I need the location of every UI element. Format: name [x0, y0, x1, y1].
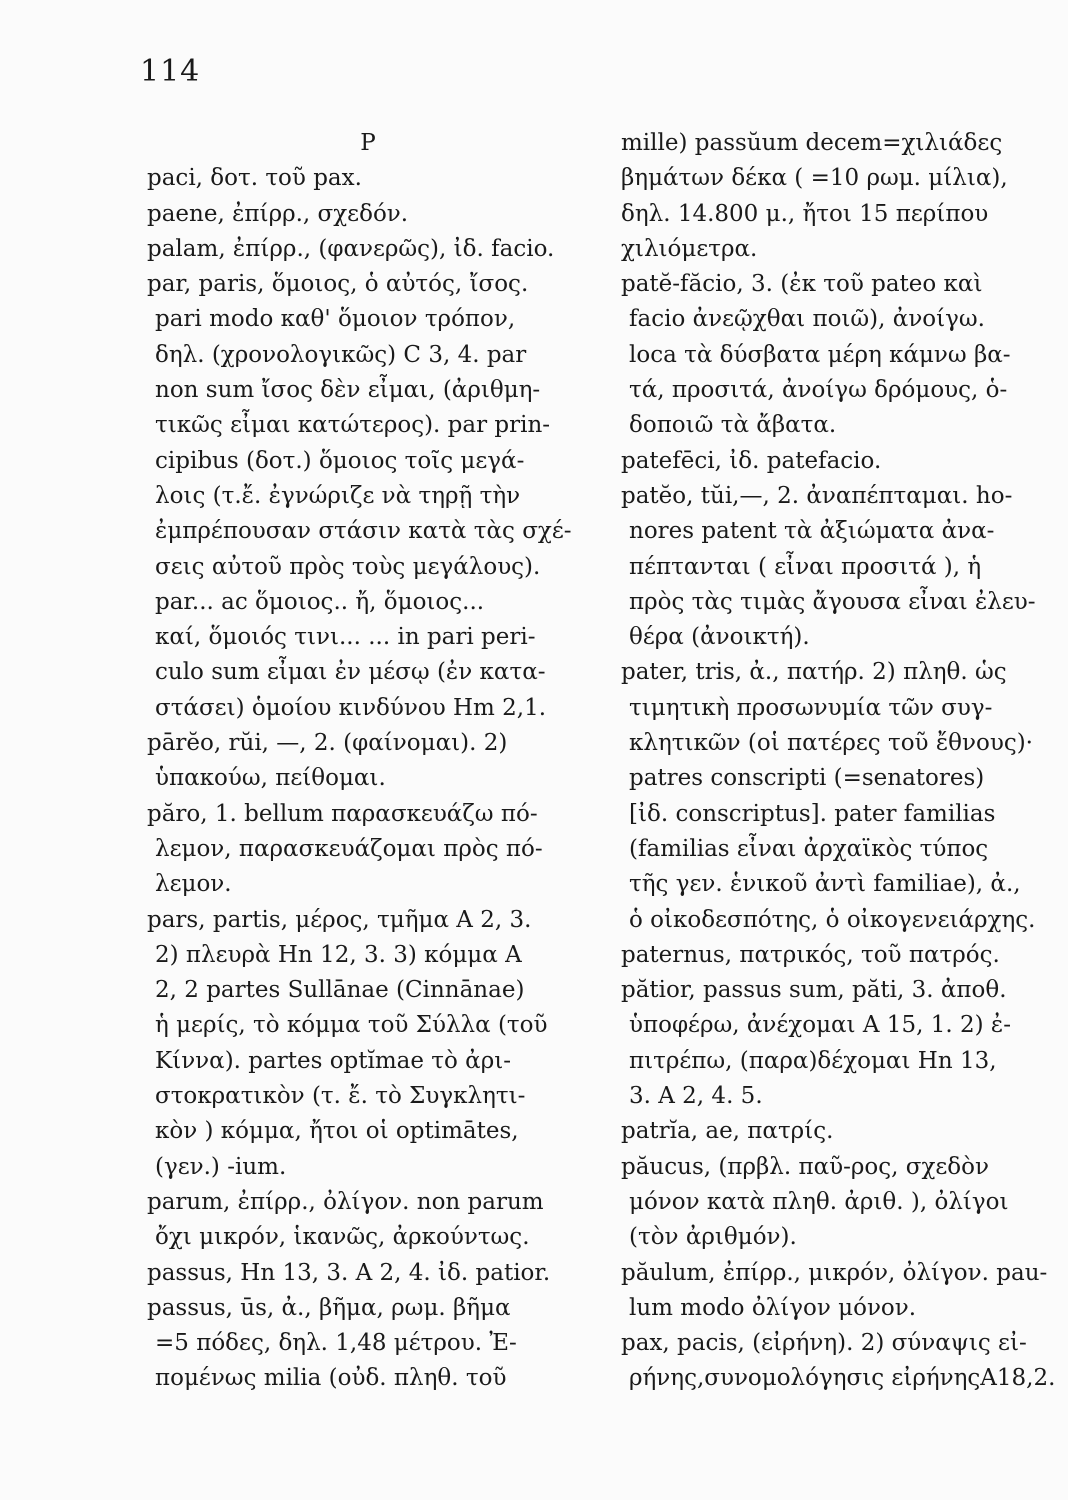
dictionary-line: ὑποφέρω, ἀνέχομαι A 15, 1. 2) ἐ- [629, 1012, 1011, 1039]
dictionary-line: ὁ οἰκοδεσπότης, ὁ οἰκογενειάρχης. [629, 906, 1036, 933]
dictionary-line: 2) πλευρὰ Hn 12, 3. 3) κόμμα A [155, 941, 522, 968]
dictionary-line: δηλ. (χρονολογικῶς) C 3, 4. par [155, 341, 527, 368]
dictionary-line: στάσει) ὁμοίου κινδύνου Hm 2,1. [155, 694, 547, 721]
dictionary-line: loca τὰ δύσβατα μέρη κάμνω βα- [629, 341, 1011, 368]
dictionary-line: patrĭa, ae, πατρίς. [621, 1118, 834, 1145]
dictionary-line: ἐμπρέπουσαν στάσιν κατὰ τὰς σχέ- [155, 518, 572, 545]
dictionary-line: palam, ἐπίρρ., (φανερῶς), ἰδ. facio. [147, 235, 555, 262]
dictionary-line: κὸν ) κόμμα, ἤτοι οἱ optimātes, [155, 1118, 519, 1145]
dictionary-line: τῆς γεν. ἑνικοῦ ἀντὶ familiae), ἀ., [629, 871, 1021, 898]
dictionary-line: păulum, ἐπίρρ., μικρόν, ὀλίγον. pau- [621, 1259, 1048, 1286]
dictionary-line: par... ac ὅμοιος.. ἤ, ὅμοιος... [155, 588, 485, 615]
dictionary-line: pārĕo, rŭi, —, 2. (φαίνομαι). 2) [147, 730, 508, 757]
dictionary-line: (familias εἶναι ἀρχαϊκὸς τύπος [629, 835, 989, 862]
dictionary-line: facio ἀνεῷχθαι ποιῶ), ἀνοίγω. [629, 306, 985, 333]
letter-heading: P [360, 130, 376, 156]
dictionary-line: paci, δοτ. τοῦ pax. [147, 165, 362, 192]
dictionary-line: πρὸς τὰς τιμὰς ἄγουσα εἶναι ἐλευ- [629, 588, 1036, 615]
dictionary-line: pătior, passus sum, păti, 3. ἀποθ. [621, 977, 1007, 1004]
dictionary-line: passus, Hn 13, 3. A 2, 4. ἰδ. patior. [147, 1259, 551, 1286]
dictionary-line: pars, partis, μέρος, τμῆμα A 2, 3. [147, 906, 532, 933]
dictionary-line: δηλ. 14.800 μ., ἤτοι 15 περίπου [621, 200, 989, 227]
dictionary-line: βημάτων δέκα ( =10 ρωμ. μίλια), [621, 165, 1008, 192]
dictionary-line: patĕo, tŭi,—, 2. ἀναπέπταμαι. ho- [621, 482, 1013, 509]
dictionary-line: τιμητικὴ προσωνυμία τῶν συγ- [629, 694, 993, 721]
dictionary-line: πιτρέπω, (παρα)δέχομαι Hn 13, [629, 1047, 997, 1074]
dictionary-line: [ἰδ. conscriptus]. pater familias [629, 800, 996, 827]
dictionary-line: par, paris, ὅμοιος, ὁ αὐτός, ἴσος. [147, 271, 529, 298]
left-column-lines [147, 161, 579, 1396]
dictionary-line: =5 πόδες, δηλ. 1,48 μέτρου. Ἐ- [155, 1330, 517, 1357]
dictionary-line: χιλιόμετρα. [621, 235, 758, 262]
dictionary-line: nores patent τὰ ἀξιώματα ἀνα- [629, 518, 995, 545]
dictionary-line: μόνον κατὰ πληθ. ἀριθ. ), ὀλίγοι [629, 1188, 1009, 1215]
dictionary-line: păucus, (πρβλ. παῦ-ρος, σχεδὸν [621, 1153, 989, 1180]
dictionary-line: culo sum εἶμαι ἐν μέσῳ (ἐν κατα- [155, 659, 546, 686]
dictionary-line: păro, 1. bellum παρασκευάζω πό- [147, 800, 538, 827]
dictionary-line: λεμον. [155, 871, 232, 898]
dictionary-line: 3. A 2, 4. 5. [629, 1083, 763, 1110]
dictionary-line: πέπτανται ( εἶναι προσιτά ), ἡ [629, 553, 982, 580]
dictionary-line: ἡ μερίς, τὸ κόμμα τοῦ Σύλλα (τοῦ [155, 1012, 548, 1039]
dictionary-line: paternus, πατρικός, τοῦ πατρός. [621, 941, 1000, 968]
dictionary-line: στοκρατικὸν (τ. ἔ. τὸ Συγκλητι- [155, 1083, 526, 1110]
dictionary-line: θέρα (ἀνοικτή). [629, 624, 810, 651]
dictionary-line: patĕ-făcio, 3. (ἐκ τοῦ pateo καὶ [621, 271, 983, 298]
dictionary-line: (γεν.) -ium. [155, 1153, 287, 1180]
dictionary-line: καί, ὅμοιός τινι... ... in pari peri- [155, 624, 536, 651]
dictionary-line: 2, 2 partes Sullānae (Cinnānae) [155, 977, 525, 1004]
dictionary-line: λοις (τ.ἔ. ἐγνώριζε νὰ τηρῇ τὴν [155, 482, 521, 509]
right-column [621, 126, 1056, 1397]
dictionary-line: patres conscripti (=senatores) [629, 765, 985, 792]
dictionary-line: lum modo ὀλίγον μόνον. [629, 1294, 917, 1321]
dictionary-line: cipibus (δοτ.) ὅμοιος τοῖς μεγά- [155, 447, 525, 474]
dictionary-line: τά, προσιτά, ἀνοίγω δρόμους, ὁ- [629, 377, 1008, 404]
dictionary-line: δοποιῶ τὰ ἄβατα. [629, 412, 837, 439]
dictionary-line: mille) passŭum decem=χιλιάδες [621, 130, 1003, 156]
dictionary-line: paene, ἐπίρρ., σχεδόν. [147, 200, 409, 227]
dictionary-line: ὑπακούω, πείθομαι. [155, 765, 386, 792]
dictionary-line: ὄχι μικρόν, ἱκανῶς, ἀρκούντως. [155, 1224, 530, 1251]
left-column [147, 126, 579, 1397]
dictionary-line: patefēci, ἰδ. patefacio. [621, 447, 882, 474]
dictionary-line: pax, pacis, (εἰρήνη). 2) σύναψις εἰ- [621, 1330, 1027, 1357]
dictionary-line: (τὸν ἀριθμόν). [629, 1224, 797, 1251]
right-column-lines [621, 126, 1056, 1397]
dictionary-line: κλητικῶν (οἱ πατέρες τοῦ ἔθνους)· [629, 730, 1033, 757]
dictionary-line: σεις αὐτοῦ πρὸς τοὺς μεγάλους). [155, 553, 541, 580]
dictionary-line: non sum ἴσος δὲν εἶμαι, (ἀριθμη- [155, 377, 541, 404]
dictionary-line: λεμον, παρασκευάζομαι πρὸς πό- [155, 835, 543, 862]
dictionary-line: pater, tris, ἀ., πατήρ. 2) πληθ. ὡς [621, 659, 1007, 686]
dictionary-line: ρήνης,συνομολόγησις εἰρήνηςA18,2. [629, 1365, 1056, 1392]
dictionary-line: τικῶς εἶμαι κατώτερος). par prin- [155, 412, 551, 439]
dictionary-line: Κίννα). partes optĭmae τὸ ἀρι- [155, 1047, 512, 1074]
dictionary-line: parum, ἐπίρρ., ὀλίγον. non parum [147, 1188, 544, 1215]
page-number: 114 [140, 54, 201, 89]
dictionary-line: passus, ūs, ἀ., βῆμα, ρωμ. βῆμα [147, 1294, 511, 1321]
dictionary-line: pari modo καθ' ὅμοιον τρόπον, [155, 306, 516, 333]
dictionary-line: πομένως milia (οὐδ. πληθ. τοῦ [155, 1365, 507, 1392]
